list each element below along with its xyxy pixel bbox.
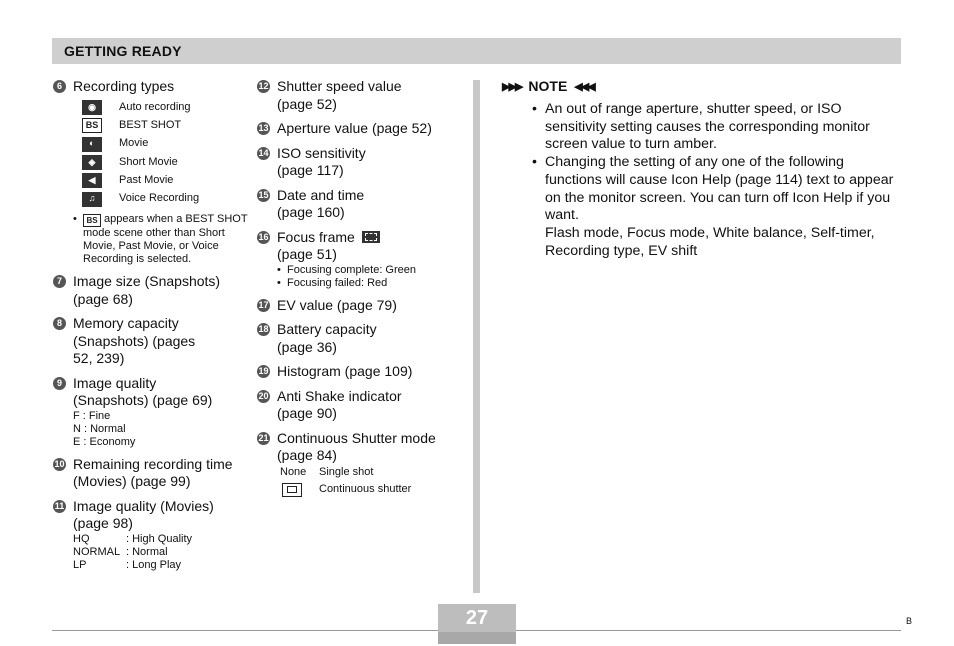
number-badge: 15: [258, 189, 269, 200]
item-text: Image size (Snapshots) (page 68): [73, 273, 221, 307]
column-left: [52, 78, 252, 579]
note-body: [532, 101, 902, 260]
column-divider: [473, 80, 480, 593]
item-text: Memory capacity (Snapshots) (pages 52, 239): [73, 315, 196, 367]
note-bullet: • Changing the setting of any one of the following functions will cause Icon Help (page 114) text to appear on the monitor screen. You can turn off Icon Help if you want.: [532, 154, 902, 225]
option-key: NORMAL: [73, 545, 121, 558]
past-movie-icon: ◀: [82, 173, 102, 188]
option-row: [280, 466, 466, 479]
short-movie-icon: ◈: [82, 155, 102, 170]
note-extra: Flash mode, Focus mode, White balance, Self-timer, Recording type, EV shift: [545, 224, 875, 259]
item-text: Anti Shake indicator (page 90): [277, 387, 402, 421]
item-ev-value: [256, 297, 466, 315]
page-ref: (page 51): [277, 246, 337, 262]
bestshot-note: [73, 213, 248, 266]
item-text: Histogram (page 109): [277, 363, 413, 379]
item-iso: [256, 145, 387, 180]
item-text: Aperture value (page 52): [277, 120, 432, 136]
continuous-options: [256, 466, 466, 497]
item-text: Focus frame: [277, 228, 355, 245]
section-header: [52, 38, 901, 64]
item-aperture: [256, 120, 466, 138]
option-key: None: [280, 465, 307, 478]
item-text: Date and time (page 160): [277, 186, 365, 220]
option-value: : Long Play: [126, 558, 182, 571]
number-badge: 17: [258, 299, 269, 310]
option-value: Single shot: [319, 465, 374, 478]
number-badge: 13: [258, 123, 269, 133]
item-image-quality: [52, 375, 233, 449]
note-arrows-icon: ◀◀◀: [574, 80, 594, 93]
page-number-band: [438, 632, 516, 644]
note-text: appears when a BEST SHOT mode scene other than Short Movie, Past Movie, or Voice Recording is selected.: [83, 213, 248, 266]
quality-option: F : Fine: [73, 409, 111, 422]
item-text: ISO sensitivity (page 117): [277, 144, 366, 178]
number-badge: 21: [258, 432, 269, 443]
icon-row: [77, 153, 252, 171]
icon-row: [77, 190, 252, 208]
item-image-size: [52, 273, 252, 308]
number-badge: 16: [258, 231, 269, 242]
option-key: LP: [73, 558, 87, 571]
movie-quality-option: [73, 533, 243, 546]
note-heading: [502, 78, 594, 94]
icon-list: [77, 99, 252, 209]
movie-quality-option: [73, 546, 243, 559]
corner-mark: B: [906, 616, 913, 626]
section-title: GETTING READY: [64, 43, 182, 59]
icon-label: Voice Recording: [119, 192, 200, 205]
number-badge: 11: [54, 500, 65, 511]
item-text: Continuous Shutter mode (page 84): [277, 429, 436, 463]
camera-icon: ◉: [82, 100, 102, 115]
movie-icon: ◐: [82, 137, 102, 152]
number-badge: 7: [53, 275, 66, 288]
number-badge: 6: [53, 80, 66, 93]
icon-row: [77, 135, 252, 153]
item-histogram: [256, 363, 466, 381]
number-badge: 9: [53, 377, 66, 390]
option-value: : Normal: [126, 545, 168, 558]
number-badge: 12: [258, 81, 269, 91]
item-text: Battery capacity (page 36): [277, 321, 377, 355]
option-value: Continuous shutter: [319, 483, 412, 495]
item-text: Image quality (Snapshots) (page 69): [73, 374, 213, 409]
item-focus-frame: [256, 229, 466, 290]
bestshot-icon: BS: [82, 118, 102, 133]
number-badge: 18: [258, 324, 269, 334]
item-text: Remaining recording time (Movies) (page 99): [73, 455, 233, 490]
item-date-time: [256, 187, 387, 222]
icon-row: [77, 99, 252, 117]
quality-option: N : Normal: [73, 422, 126, 435]
number-badge: 14: [258, 147, 269, 158]
voice-recording-icon: ♫: [82, 192, 102, 207]
column-middle: [256, 78, 466, 497]
item-movie-quality: [52, 498, 243, 572]
option-row: [282, 483, 466, 497]
number-badge: 19: [258, 366, 269, 376]
note-title: NOTE: [528, 78, 568, 94]
bestshot-icon: BS: [83, 214, 101, 227]
focus-frame-icon: [362, 231, 380, 243]
note-arrows-icon: ▶▶▶: [502, 80, 522, 93]
number-badge: 10: [54, 458, 65, 469]
focus-note: • Focusing failed: Red: [277, 277, 466, 290]
icon-row: [77, 117, 252, 135]
item-recording-types: [52, 78, 252, 266]
icon-label: BEST SHOT: [119, 119, 182, 132]
item-text: EV value (page 79): [277, 296, 397, 313]
number-badge: 8: [53, 317, 66, 330]
item-memory-capacity: [52, 315, 213, 368]
item-text: Recording types: [73, 78, 175, 94]
item-shutter-speed: [256, 78, 427, 113]
item-remaining-time: [52, 456, 253, 491]
focus-note: • Focusing complete: Green: [277, 264, 466, 277]
item-battery: [256, 321, 397, 356]
icon-label: Auto recording: [119, 100, 191, 113]
number-badge: 20: [258, 390, 269, 401]
page-number-text: 27: [465, 607, 489, 629]
continuous-shutter-icon: [282, 483, 302, 497]
option-value: : High Quality: [126, 532, 193, 545]
page-number: [438, 604, 516, 644]
item-text: Shutter speed value (page 52): [277, 78, 402, 112]
icon-label: Movie: [119, 137, 149, 150]
icon-label: Past Movie: [119, 174, 174, 187]
item-continuous-shutter: [256, 430, 462, 465]
icon-row: [77, 172, 252, 190]
item-text: Image quality (Movies) (page 98): [73, 497, 214, 532]
item-anti-shake: [256, 388, 427, 423]
note-bullet: • An out of range aperture, shutter speed, or ISO sensitivity setting causes the corresponding monitor screen value to turn amber.: [532, 101, 902, 154]
movie-quality-option: [73, 559, 243, 572]
option-key: HQ: [73, 532, 90, 545]
quality-option: E : Economy: [73, 435, 136, 448]
icon-label: Short Movie: [119, 155, 178, 168]
